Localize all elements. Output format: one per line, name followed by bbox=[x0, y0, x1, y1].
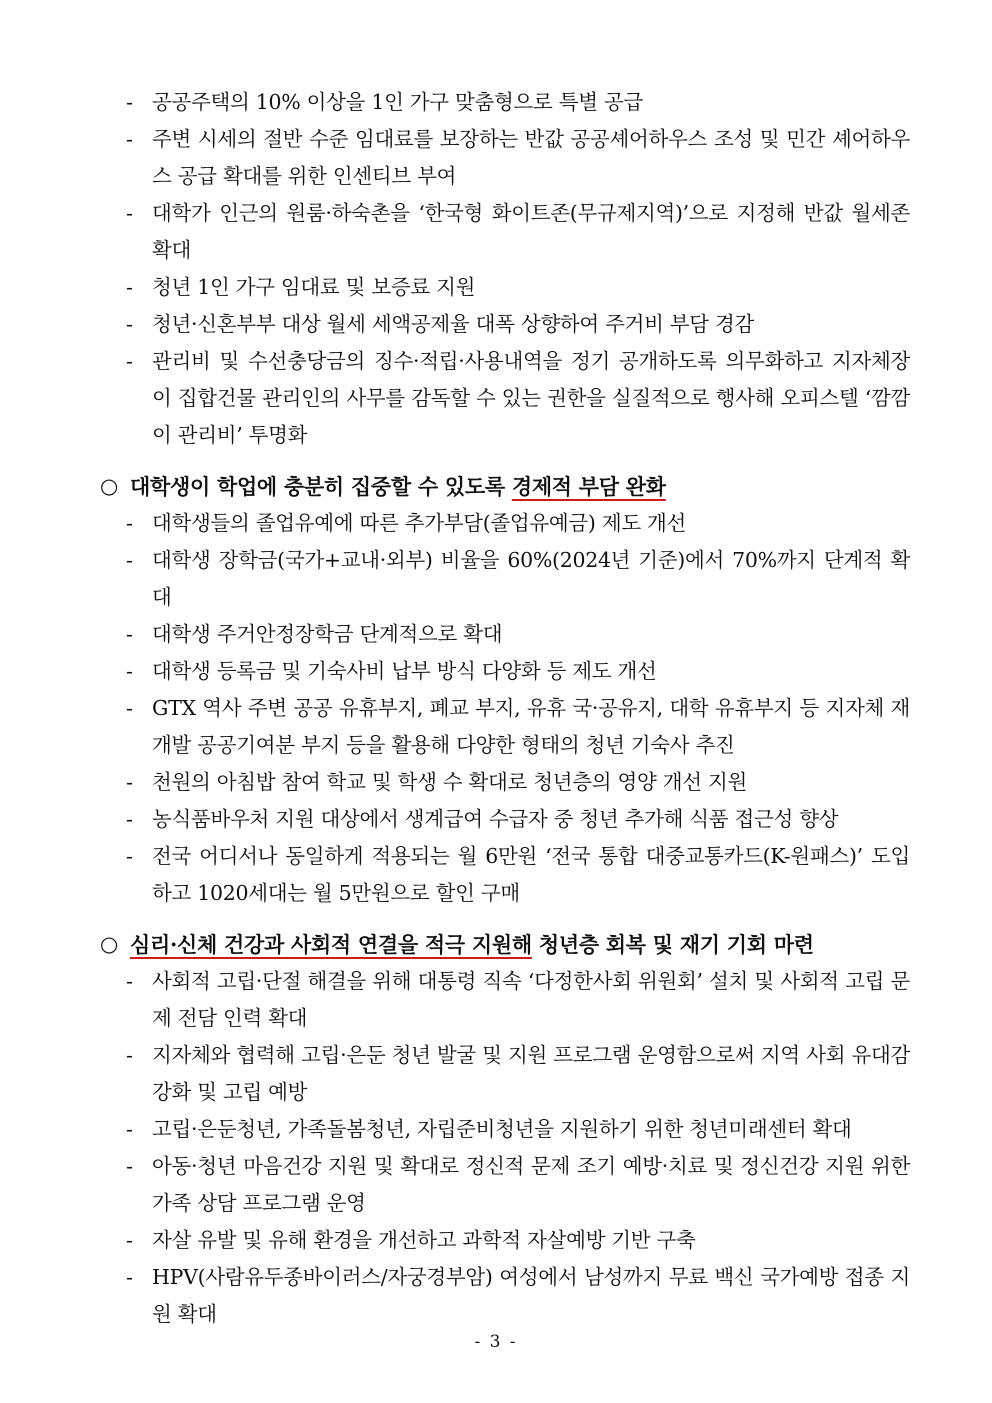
dash-bullet: - bbox=[126, 312, 133, 336]
heading-text: 대학생이 학업에 충분히 집중할 수 있도록 bbox=[130, 474, 512, 499]
dash-bullet: - bbox=[126, 1154, 133, 1178]
document-body bbox=[100, 84, 910, 1333]
health-support-list bbox=[100, 963, 910, 1333]
list-item: - 자살 유발 및 유해 환경을 개선하고 과학적 자살예방 기반 구축 bbox=[100, 1222, 910, 1259]
page-number: - 3 - bbox=[474, 1332, 518, 1352]
list-item: - 대학가 인근의 원룸·하숙촌을 ‘한국형 화이트존(무규제지역)’으로 지정해 반값 월세존 확대 bbox=[100, 195, 910, 269]
list-item: - 고립·은둔청년, 가족돌봄청년, 자립준비청년을 지원하기 위한 청년미래센터 확대 bbox=[100, 1111, 910, 1148]
dash-bullet: - bbox=[126, 844, 133, 868]
list-item: - 관리비 및 수선충당금의 징수·적립·사용내역을 정기 공개하도록 의무화하고 지자체장이 집합건물 관리인의 사무를 감독할 수 있는 권한을 실질적으로 행사해 오피스텔 ‘깜깜이 관리비’ 투명화 bbox=[100, 343, 910, 454]
dash-bullet: - bbox=[126, 90, 133, 114]
list-item: - 대학생 주거안정장학금 단계적으로 확대 bbox=[100, 616, 910, 653]
list-item: - 전국 어디서나 동일하게 적용되는 월 6만원 ‘전국 통합 대중교통카드(K-원패스)’ 도입하고 1020세대는 월 5만원으로 할인 구매 bbox=[100, 838, 910, 912]
student-support-list bbox=[100, 505, 910, 912]
heading-text: 청년층 회복 및 재기 기회 마련 bbox=[531, 932, 814, 957]
dash-bullet: - bbox=[126, 1043, 133, 1067]
list-item: - 아동·청년 마음건강 지원 및 확대로 정신적 문제 조기 예방·치료 및 정신건강 지원 위한 가족 상담 프로그램 운영 bbox=[100, 1148, 910, 1222]
circle-bullet: ○ bbox=[100, 932, 119, 956]
list-item: - 대학생 장학금(국가+교내·외부) 비율을 60%(2024년 기준)에서 70%까지 단계적 확대 bbox=[100, 542, 910, 616]
dash-bullet: - bbox=[126, 622, 133, 646]
circle-bullet: ○ bbox=[100, 474, 119, 498]
dash-bullet: - bbox=[126, 511, 133, 535]
list-item: - 청년 1인 가구 임대료 및 보증료 지원 bbox=[100, 269, 910, 306]
list-item: - GTX 역사 주변 공공 유휴부지, 폐교 부지, 유휴 국·공유지, 대학 유휴부지 등 지자체 재개발 공공기여분 부지 등을 활용해 다양한 형태의 청년 기숙사 추진 bbox=[100, 690, 910, 764]
list-item: - 사회적 고립·단절 해결을 위해 대통령 직속 ‘다정한사회 위원회’ 설치 및 사회적 고립 문제 전담 인력 확대 bbox=[100, 963, 910, 1037]
dash-bullet: - bbox=[126, 807, 133, 831]
dash-bullet: - bbox=[126, 969, 133, 993]
list-item: - 공공주택의 10% 이상을 1인 가구 맞춤형으로 특별 공급 bbox=[100, 84, 910, 121]
list-item: - 대학생들의 졸업유예에 따른 추가부담(졸업유예금) 제도 개선 bbox=[100, 505, 910, 542]
dash-bullet: - bbox=[126, 696, 133, 720]
section-heading-health-support bbox=[100, 926, 910, 963]
heading-underlined-text: 경제적 부담 완화 bbox=[511, 474, 666, 499]
dash-bullet: - bbox=[126, 349, 133, 373]
list-item: - 대학생 등록금 및 기숙사비 납부 방식 다양화 등 제도 개선 bbox=[100, 653, 910, 690]
list-item: - 농식품바우처 지원 대상에서 생계급여 수급자 중 청년 추가해 식품 접근성 향상 bbox=[100, 801, 910, 838]
list-item: - 지자체와 협력해 고립·은둔 청년 발굴 및 지원 프로그램 운영함으로써 지역 사회 유대감 강화 및 고립 예방 bbox=[100, 1037, 910, 1111]
dash-bullet: - bbox=[126, 127, 133, 151]
dash-bullet: - bbox=[126, 770, 133, 794]
list-item: - 주변 시세의 절반 수준 임대료를 보장하는 반값 공공셰어하우스 조성 및 민간 셰어하우스 공급 확대를 위한 인센티브 부여 bbox=[100, 121, 910, 195]
housing-list bbox=[100, 84, 910, 454]
dash-bullet: - bbox=[126, 548, 133, 572]
dash-bullet: - bbox=[126, 275, 133, 299]
list-item: - 천원의 아침밥 참여 학교 및 학생 수 확대로 청년층의 영양 개선 지원 bbox=[100, 764, 910, 801]
dash-bullet: - bbox=[126, 659, 133, 683]
heading-underlined-text: 심리·신체 건강과 사회적 연결을 적극 지원해 bbox=[130, 932, 532, 957]
dash-bullet: - bbox=[126, 201, 133, 225]
dash-bullet: - bbox=[126, 1228, 133, 1252]
list-item: - HPV(사람유두종바이러스/자궁경부암) 여성에서 남성까지 무료 백신 국가예방 접종 지원 확대 bbox=[100, 1259, 910, 1333]
dash-bullet: - bbox=[126, 1117, 133, 1141]
list-item: - 청년·신혼부부 대상 월세 세액공제율 대폭 상향하여 주거비 부담 경감 bbox=[100, 306, 910, 343]
dash-bullet: - bbox=[126, 1265, 133, 1289]
section-heading-student-burden bbox=[100, 468, 910, 505]
